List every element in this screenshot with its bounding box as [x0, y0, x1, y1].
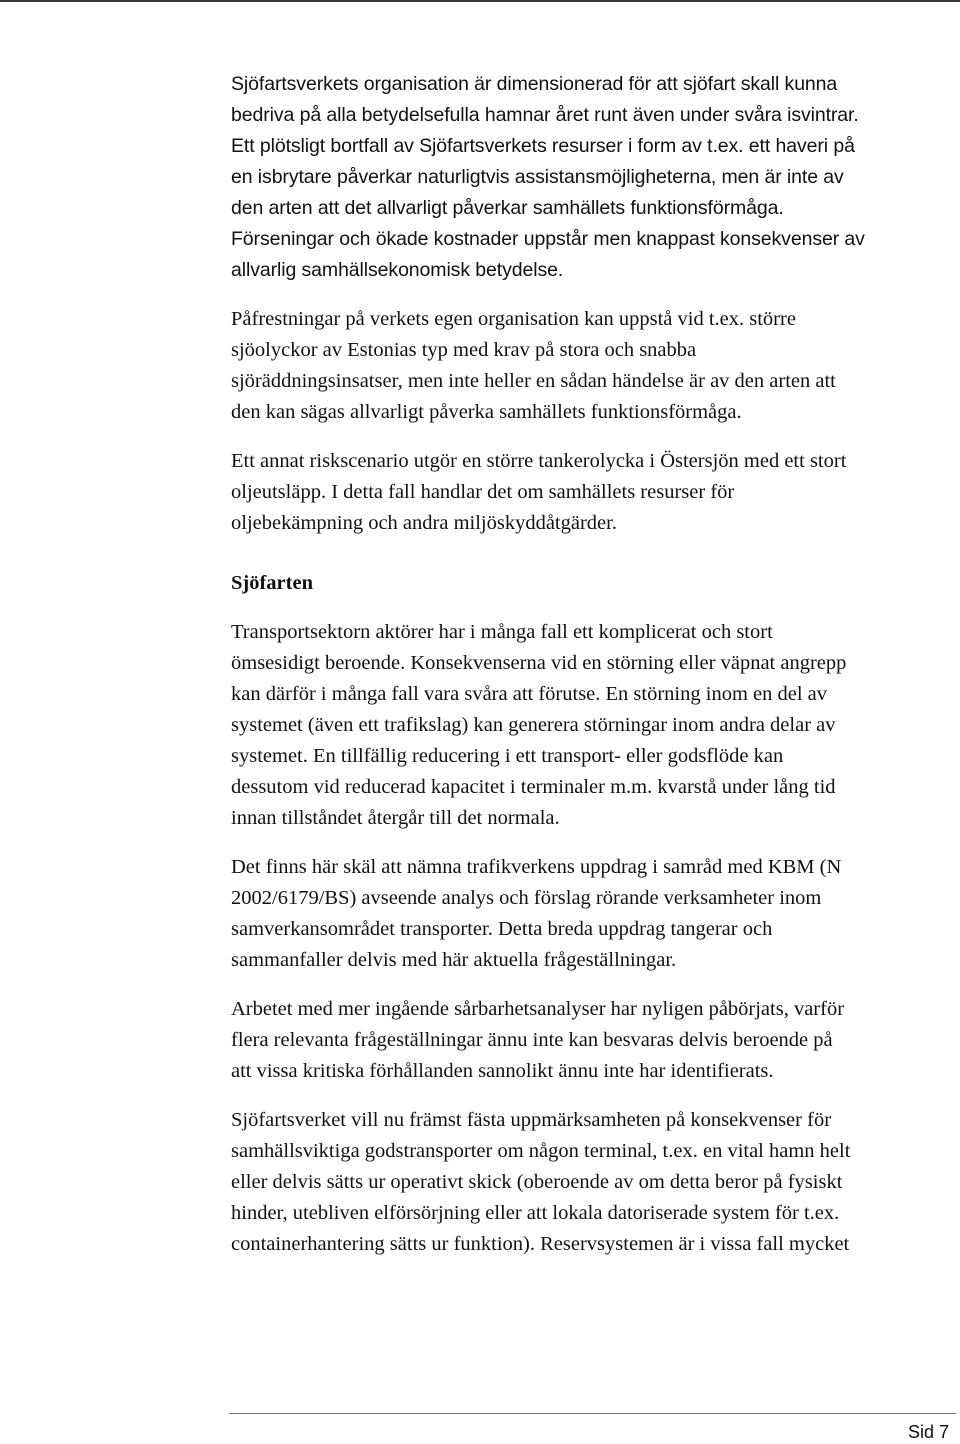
- paragraph-spacer: [231, 976, 956, 994]
- text-line: 2002/6179/BS) avseende analys och förslag rörande verksamheter inom: [231, 887, 822, 909]
- text-line: Påfrestningar på verkets egen organisation kan uppstå vid t.ex. större: [231, 308, 796, 330]
- top-border-line: [0, 0, 960, 2]
- text-line: bedriva på alla betydelsefulla hamnar året runt även under svåra isvintrar.: [231, 104, 859, 126]
- paragraph-transport-dependency: [231, 617, 956, 834]
- paragraph-vulnerability-analysis: [231, 994, 956, 1087]
- paragraph-spacer: [231, 599, 956, 617]
- paragraph-terminal-consequences: [231, 1105, 956, 1260]
- text-line: Transportsektorn aktörer har i många fall ett komplicerat och stort: [231, 621, 773, 643]
- paragraph-kbm-assignment: [231, 852, 956, 976]
- text-line: eller delvis sätts ur operativt skick (oberoende av om detta beror på fysiskt: [231, 1171, 843, 1193]
- paragraph-spacer: [231, 286, 956, 304]
- paragraph-tanker-scenario: [231, 446, 956, 539]
- text-line: dessutom vid reducerad kapacitet i terminaler m.m. kvarstå under lång tid: [231, 776, 836, 798]
- text-line: oljeutsläpp. I detta fall handlar det om samhällets resurser för: [231, 481, 735, 503]
- text-line: allvarlig samhällsekonomisk betydelse.: [231, 259, 564, 281]
- text-line: Ett annat riskscenario utgör en större tankerolycka i Östersjön med ett stort: [231, 450, 847, 472]
- text-line: Sjöfartsverkets organisation är dimensionerad för att sjöfart skall kunna: [231, 73, 838, 95]
- paragraph-icebreaker-resources: [231, 69, 956, 286]
- text-line: Förseningar och ökade kostnader uppstår men knappast konsekvenser av: [231, 228, 865, 250]
- text-line: sjöräddningsinsatser, men inte heller en sådan händelse är av den arten att: [231, 370, 836, 392]
- text-line: flera relevanta frågeställningar ännu inte kan besvaras delvis beroende på: [231, 1029, 833, 1051]
- text-line: innan tillståndet återgår till det normala.: [231, 807, 560, 829]
- text-line: samverkansområdet transporter. Detta breda uppdrag tangerar och: [231, 918, 773, 940]
- text-line: Det finns här skäl att nämna trafikverkens uppdrag i samråd med KBM (N: [231, 856, 842, 878]
- text-line: hinder, utebliven elförsörjning eller att lokala datoriserade system för t.ex.: [231, 1202, 840, 1224]
- document-body: [231, 69, 956, 1260]
- text-line: den kan sägas allvarligt påverka samhällets funktionsförmåga.: [231, 401, 742, 423]
- paragraph-spacer: [231, 428, 956, 446]
- text-line: systemet. En tillfällig reducering i ett transport- eller godsflöde kan: [231, 745, 784, 767]
- text-line: Sjöfartsverket vill nu främst fästa uppmärksamheten på konsekvenser för: [231, 1109, 832, 1131]
- footer-divider: [229, 1413, 956, 1414]
- section-spacer: [231, 539, 956, 568]
- text-line: den arten att det allvarligt påverkar samhällets funktionsförmåga.: [231, 197, 784, 219]
- text-line: systemet (även ett trafikslag) kan generera störningar inom andra delar av: [231, 714, 836, 736]
- text-line: samhällsviktiga godstransporter om någon terminal, t.ex. en vital hamn helt: [231, 1140, 851, 1162]
- paragraph-organisation-strain: [231, 304, 956, 428]
- text-line: ömsesidigt beroende. Konsekvenserna vid en störning eller väpnat angrepp: [231, 652, 847, 674]
- text-line: Arbetet med mer ingående sårbarhetsanalyser har nyligen påbörjats, varför: [231, 998, 845, 1020]
- text-line: containerhantering sätts ur funktion). Reservsystemen är i vissa fall mycket: [231, 1233, 850, 1255]
- section-heading: Sjöfarten: [231, 572, 313, 594]
- text-line: oljebekämpning och andra miljöskyddåtgärder.: [231, 512, 617, 534]
- text-line: att vissa kritiska förhållanden sannolikt ännu inte har identifierats.: [231, 1060, 774, 1082]
- text-line: kan därför i många fall vara svåra att förutse. En störning inom en del av: [231, 683, 828, 705]
- text-line: sammanfaller delvis med här aktuella frågeställningar.: [231, 949, 677, 971]
- paragraph-spacer: [231, 834, 956, 852]
- paragraph-spacer: [231, 1087, 956, 1105]
- text-line: en isbrytare påverkar naturligtvis assistansmöjligheterna, men är inte av: [231, 166, 844, 188]
- text-line: sjöolyckor av Estonias typ med krav på stora och snabba: [231, 339, 697, 361]
- text-line: Ett plötsligt bortfall av Sjöfartsverkets resurser i form av t.ex. ett haveri på: [231, 135, 855, 157]
- page-number: Sid 7: [907, 1422, 949, 1442]
